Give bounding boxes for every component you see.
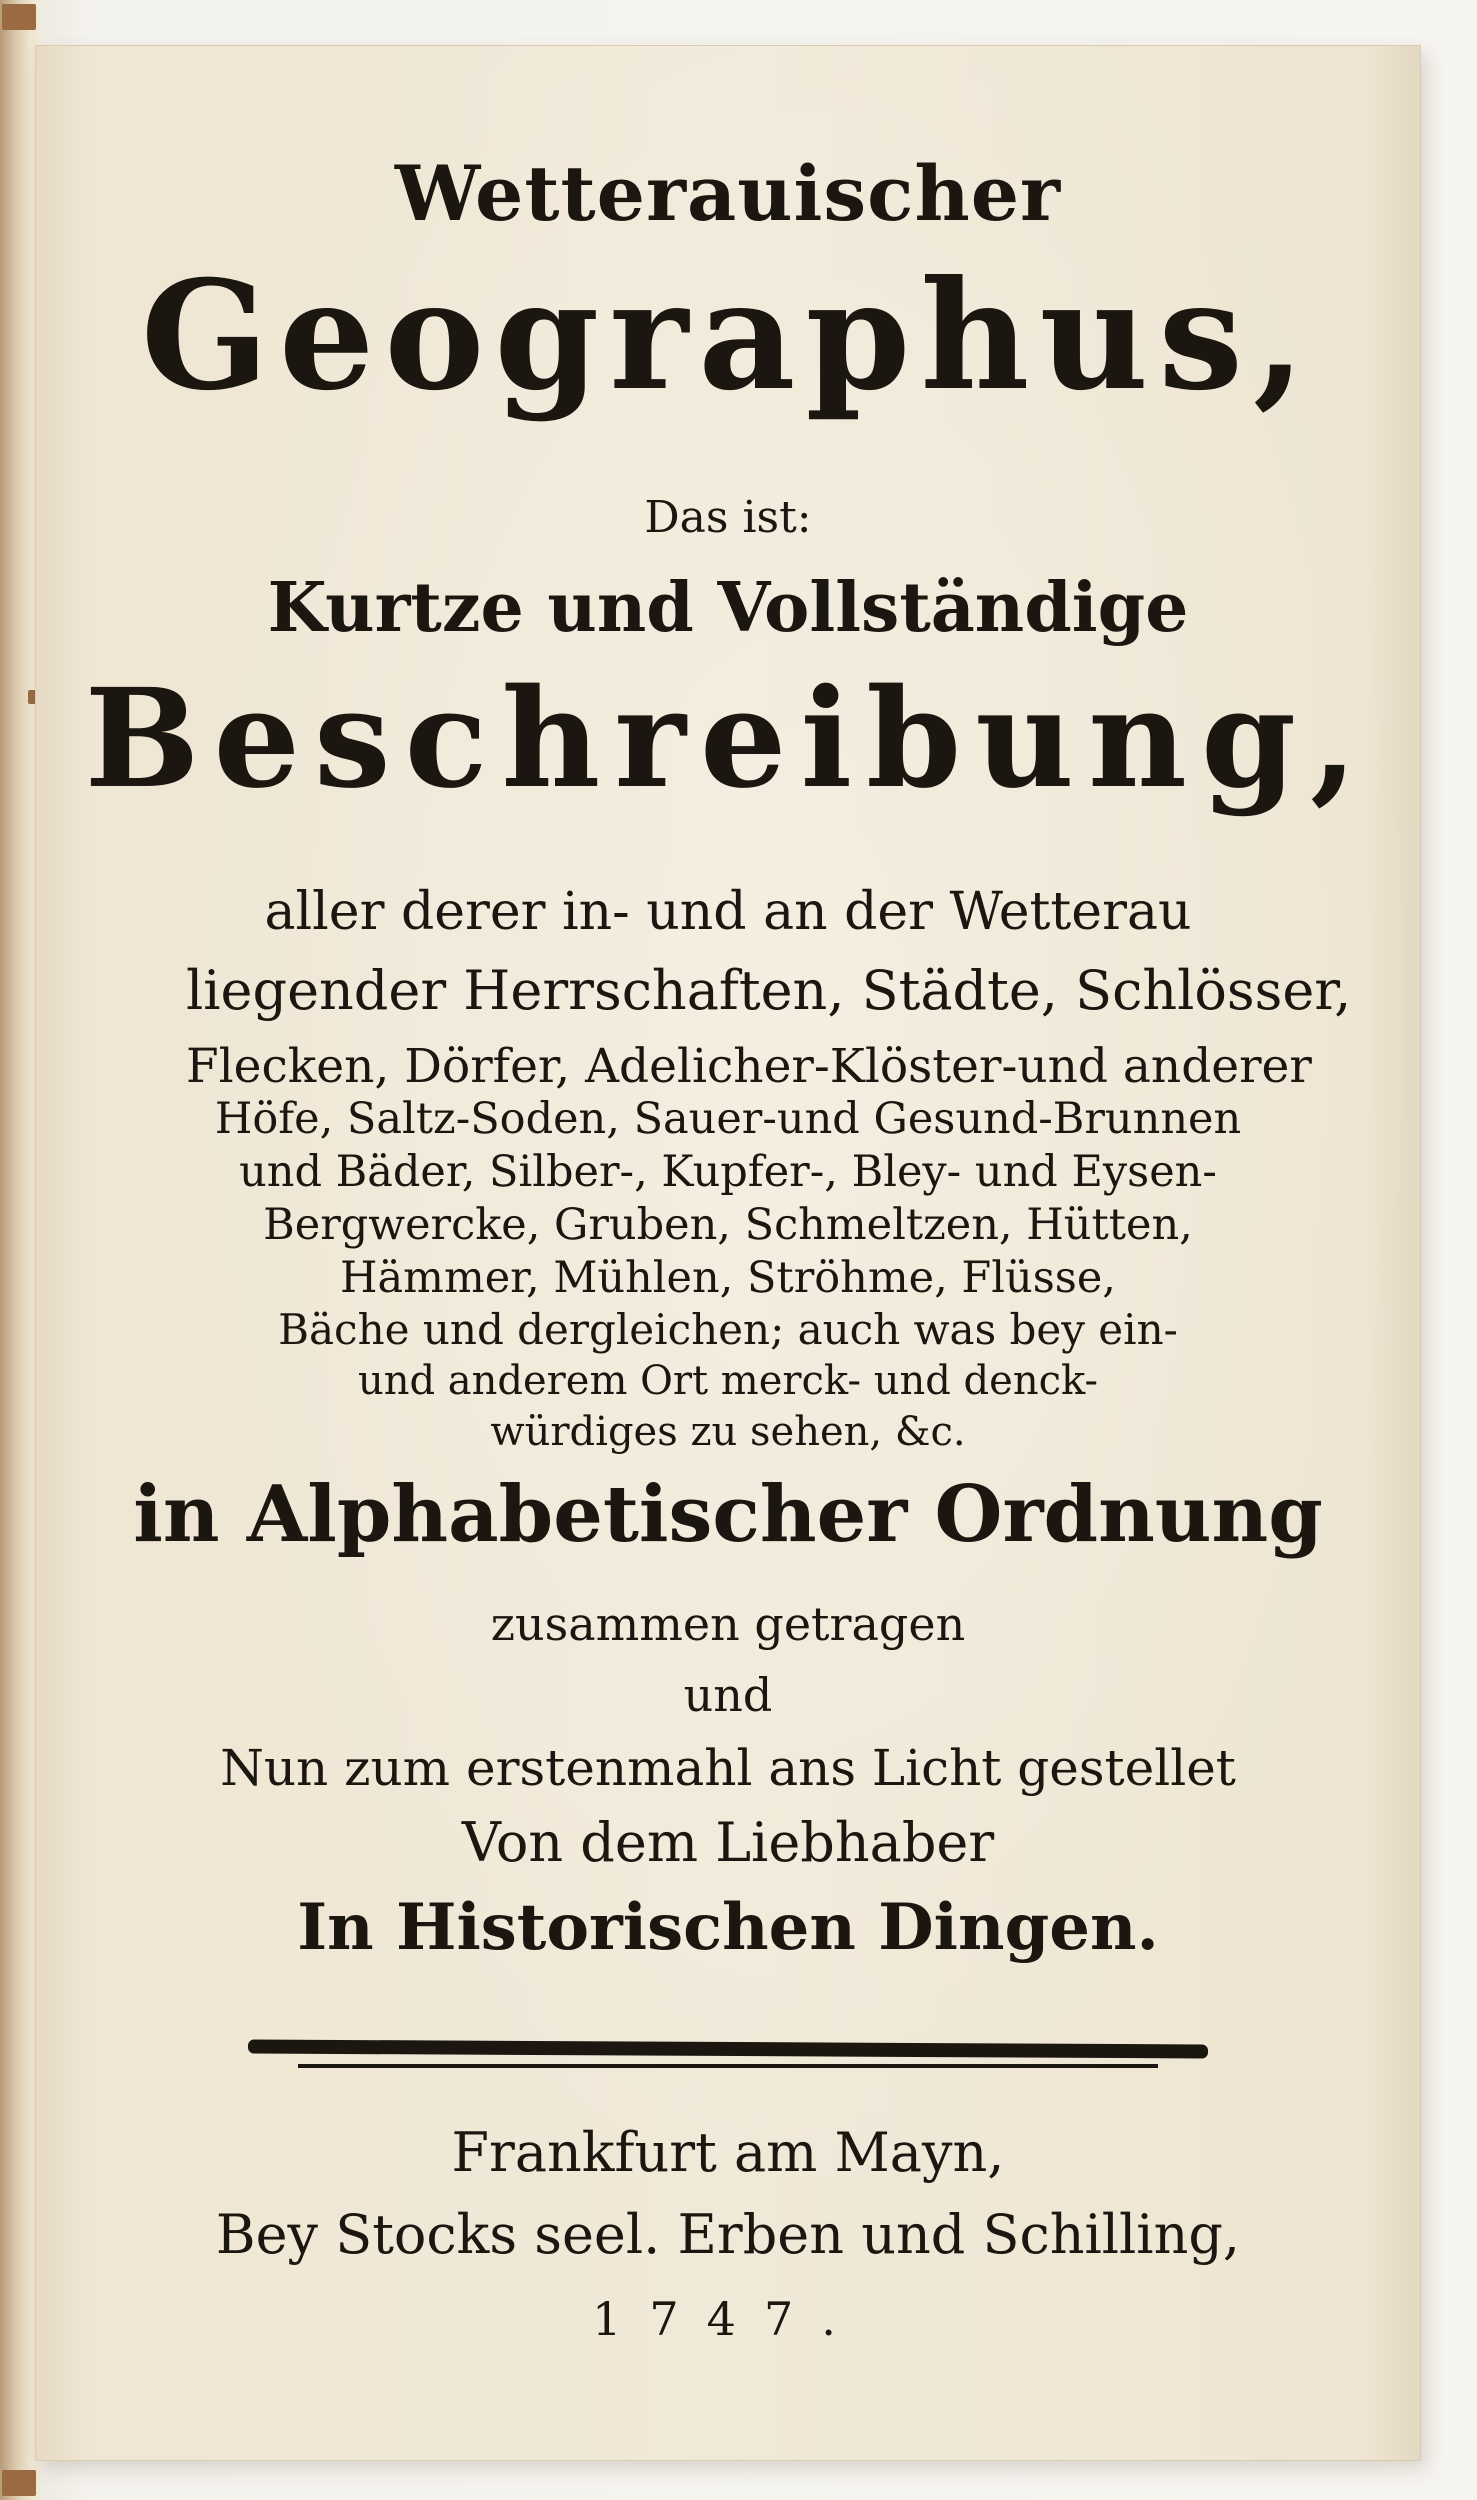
body-line: Bergwercke, Gruben, Schmeltzen, Hütten, <box>263 1200 1193 1250</box>
published-line: Nun zum erstenmahl ans Licht gestellet <box>220 1739 1236 1797</box>
compiled-line: zusammen getragen <box>490 1597 966 1651</box>
body-line: würdiges zu sehen, &c. <box>490 1409 966 1455</box>
order-line: in Alphabetischer Ordnung <box>133 1469 1323 1560</box>
subtitle-large: Beschreibung, <box>84 659 1372 819</box>
body-line: Hämmer, Mühlen, Ströhme, Flüsse, <box>340 1253 1116 1303</box>
leather-corner-bottom <box>2 2470 36 2496</box>
body-line: aller derer in- und an der Wetterau <box>264 882 1192 942</box>
title-large: Geographus, <box>140 248 1316 424</box>
title-page-text <box>36 46 1420 2460</box>
body-line: und anderem Ort merck- und denck- <box>357 1358 1099 1404</box>
imprint-publisher: Bey Stocks seel. Erben und Schilling, <box>215 2203 1241 2266</box>
body-line: Bäche und dergleichen; auch was bey ein- <box>278 1305 1178 1354</box>
body-line: Flecken, Dörfer, Adelicher-Klöster-und anderer <box>186 1039 1312 1094</box>
title-small: Wetterauischer <box>394 149 1062 238</box>
thick-rule <box>248 2039 1208 2058</box>
historical-line: In Historischen Dingen. <box>297 1890 1159 1965</box>
thin-rule <box>298 2064 1158 2068</box>
das-ist-line: Das ist: <box>644 492 812 543</box>
und-line: und <box>683 1668 773 1722</box>
body-line: liegender Herrschaften, Städte, Schlösser, <box>186 959 1352 1022</box>
title-page <box>36 46 1420 2460</box>
body-line: und Bäder, Silber-, Kupfer-, Bley- und Eysen- <box>239 1147 1217 1197</box>
imprint-year: 1747. <box>592 2292 864 2346</box>
body-line: Höfe, Saltz-Soden, Sauer-und Gesund-Brunnen <box>214 1094 1242 1144</box>
subtitle-small: Kurtze und Vollständige <box>267 568 1189 648</box>
leather-corner-top <box>2 4 36 30</box>
imprint-place: Frankfurt am Mayn, <box>451 2121 1005 2184</box>
by-line: Von dem Liebhaber <box>461 1811 995 1874</box>
